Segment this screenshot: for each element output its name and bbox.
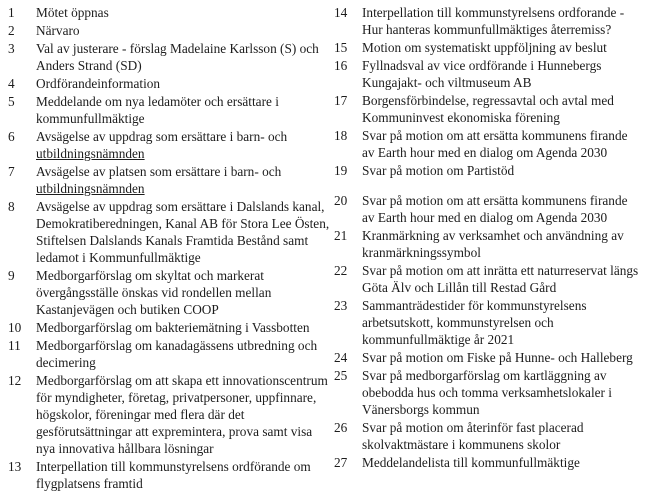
- agenda-item-text-main: Borgensförbindelse, regressavtal och avtal med Kommuninvest ekonomiska förening: [362, 93, 614, 125]
- agenda-item-number: 8: [8, 199, 15, 214]
- agenda-item-number: 2: [8, 23, 15, 38]
- agenda-item-text: [36, 40, 334, 74]
- agenda-item: [8, 372, 334, 457]
- agenda-item: [8, 198, 334, 266]
- agenda-item-text-main: Svar på motion om Fiske på Hunne- och Halleberg: [362, 350, 633, 365]
- agenda-item-text: [362, 367, 643, 418]
- agenda-item: [334, 162, 643, 179]
- agenda-item-text-main: Svar på motion om att ersätta kommunens firande av Earth hour med en dialog om Agenda 2030: [362, 128, 628, 160]
- agenda-item-number: 26: [334, 420, 348, 435]
- agenda-item-text: [36, 319, 334, 336]
- agenda-item: [334, 127, 643, 161]
- agenda-item: [8, 267, 334, 318]
- agenda-item: [8, 337, 334, 371]
- agenda-item-text-main: Medborgarförslag om bakteriemätning i Vassbotten: [36, 320, 310, 335]
- agenda-item-text-main: Interpellation till kommunstyrelsens ordförande om flygplatsens framtid: [36, 459, 311, 491]
- agenda-item-text: [362, 4, 643, 38]
- agenda-item-text: [36, 75, 334, 92]
- agenda-item: [8, 163, 334, 197]
- agenda-item-number: 22: [334, 263, 348, 278]
- agenda-item-number: 20: [334, 193, 348, 208]
- agenda-item: [334, 297, 643, 348]
- agenda-item-text: [362, 419, 643, 453]
- agenda-item: [8, 22, 334, 39]
- agenda-item-text: [36, 458, 334, 492]
- agenda-item: [8, 75, 334, 92]
- agenda-item-number: 4: [8, 76, 15, 91]
- agenda-item: [8, 458, 334, 492]
- agenda-item: [334, 92, 643, 126]
- agenda-item-number: 23: [334, 298, 348, 313]
- agenda-item: [334, 227, 643, 261]
- agenda-item-text: [36, 372, 334, 457]
- agenda-item-text-main: Svar på motion om att inrätta ett naturreservat längs Göta Älv och Lillån till Restad Gård: [362, 263, 639, 295]
- agenda-item-text-main: Medborgarförslag om skyltat och markerat övergångsställe önskas vid rondellen mellan Kastanjevägen och butiken COOP: [36, 268, 272, 317]
- agenda-item: [334, 4, 643, 38]
- agenda-item-text: [362, 262, 643, 296]
- agenda-item-number: 10: [8, 320, 22, 335]
- agenda-item: [8, 93, 334, 127]
- agenda-item-text-main: Sammanträdestider för kommunstyrelsens arbetsutskott, kommunstyrelsen och kommunfullmäktige år 2021: [362, 298, 587, 347]
- agenda-item: [8, 319, 334, 336]
- agenda-item: [8, 4, 334, 21]
- agenda-item-text-main: Fyllnadsval av vice ordförande i Hunnebergs Kungajakt- och viltmuseum AB: [362, 58, 602, 90]
- agenda-item-text: [36, 128, 334, 162]
- agenda-item-text-main: Motion om systematiskt uppföljning av beslut: [362, 40, 607, 55]
- agenda-item-number: 15: [334, 40, 348, 55]
- agenda-item-text: [362, 454, 643, 471]
- agenda-item: [334, 349, 643, 366]
- agenda-item-text-main: Interpellation till kommunstyrelsens ordforande - Hur hanteras kommunfullmäktiges återremiss?: [362, 5, 625, 37]
- agenda-item-text: [362, 162, 643, 179]
- agenda-item-text: [362, 127, 643, 161]
- agenda-item-number: 9: [8, 268, 15, 283]
- agenda-item: [334, 419, 643, 453]
- agenda-item-text: [36, 4, 334, 21]
- agenda-item: [334, 192, 643, 226]
- agenda-item-number: 5: [8, 94, 15, 109]
- agenda-item-number: 18: [334, 128, 348, 143]
- agenda-item-text: [36, 267, 334, 318]
- agenda-item-number: 12: [8, 373, 22, 388]
- agenda-item-text: [362, 192, 643, 226]
- agenda-column-right: [334, 4, 643, 493]
- agenda-item-number: 19: [334, 163, 348, 178]
- agenda-item-text-main: Avsägelse av uppdrag som ersättare i barn- och: [36, 129, 288, 144]
- agenda-item-number: 14: [334, 5, 348, 20]
- agenda-item-text-main: Svar på medborgarförslag om kartläggning av obebodda hus och tomma verksamhetslokaler i Vänersborgs kommun: [362, 368, 612, 417]
- agenda-item-text: [362, 39, 643, 56]
- agenda-item-text-main: Kranmärkning av verksamhet och användning av kranmärkningssymbol: [362, 228, 624, 260]
- agenda-item-text-main: Val av justerare - förslag Madelaine Karlsson (S) och Anders Strand (SD): [36, 41, 319, 73]
- agenda-item-number: 27: [334, 455, 348, 470]
- agenda-item-number: 25: [334, 368, 348, 383]
- agenda-item: [8, 128, 334, 162]
- agenda-item-number: 21: [334, 228, 348, 243]
- agenda-item-text-main: Medborgarförslag om kanadagässens utbredning och decimering: [36, 338, 318, 370]
- agenda-item-text-main: Meddelande om nya ledamöter och ersättare i kommunfullmäktige: [36, 94, 279, 126]
- agenda-item-number: 7: [8, 164, 15, 179]
- agenda-item-number: 17: [334, 93, 348, 108]
- agenda-item-text: [36, 163, 334, 197]
- agenda-item-text-main: Svar på motion om att ersätta kommunens firande av Earth hour med en dialog om Agenda 2030: [362, 193, 628, 225]
- agenda-item-text-main: Ordförandeinformation: [36, 76, 161, 91]
- agenda-item: [334, 262, 643, 296]
- agenda-item: [334, 454, 643, 471]
- agenda-item-text: [362, 57, 643, 91]
- agenda-item-text: [362, 297, 643, 348]
- agenda-item: [8, 40, 334, 74]
- agenda-item-text: [362, 227, 643, 261]
- agenda-item-number: 16: [334, 58, 348, 73]
- agenda-item-link[interactable]: utbildningsnämnden: [36, 146, 145, 161]
- agenda-item-text: [36, 198, 334, 266]
- agenda-item-number: 13: [8, 459, 22, 474]
- agenda-item-text-main: Meddelandelista till kommunfullmäktige: [362, 455, 580, 470]
- agenda-item: [334, 57, 643, 91]
- agenda-item-number: 11: [8, 338, 21, 353]
- agenda-item-text-main: Avsägelse av uppdrag som ersättare i Dalslands kanal, Demokratiberedningen, Kanal AB för Stora Lee Östen, Stiftelsen Dalslands Kanals Framtida Bestånd samt ledamot i Kommunfullmäktige: [36, 199, 330, 265]
- agenda-item-text-main: Avsägelse av platsen som ersättare i barn- och: [36, 164, 282, 179]
- agenda-item-number: 24: [334, 350, 348, 365]
- agenda-item-text-main: Närvaro: [36, 23, 80, 38]
- agenda-column-left: [8, 4, 334, 493]
- agenda-item-text-main: Svar på motion om Partistöd: [362, 163, 515, 178]
- agenda-item-text: [36, 93, 334, 127]
- agenda-item-text: [36, 337, 334, 371]
- agenda-item-number: 3: [8, 41, 15, 56]
- agenda-item-text-main: Svar på motion om återinför fast placerad skolvaktmästare i kommunens skolor: [362, 420, 584, 452]
- agenda-item-text-main: Mötet öppnas: [36, 5, 109, 20]
- agenda-item-text: [362, 92, 643, 126]
- agenda-item-text: [36, 22, 334, 39]
- agenda-item: [334, 39, 643, 56]
- agenda-item-text: [362, 349, 643, 366]
- agenda-item: [334, 367, 643, 418]
- agenda-item-number: 6: [8, 129, 15, 144]
- agenda-item-number: 1: [8, 5, 15, 20]
- agenda-item-text-main: Medborgarförslag om att skapa ett innovationscentrum för myndigheter, företag, privatpersoner, uppfinnare, högskolor, föreningar med flera där det gesförutsättningar att expremintera, prova samt visa nya innovativa hållbara lösningar: [36, 373, 328, 456]
- agenda-item-link[interactable]: utbildningsnämnden: [36, 181, 145, 196]
